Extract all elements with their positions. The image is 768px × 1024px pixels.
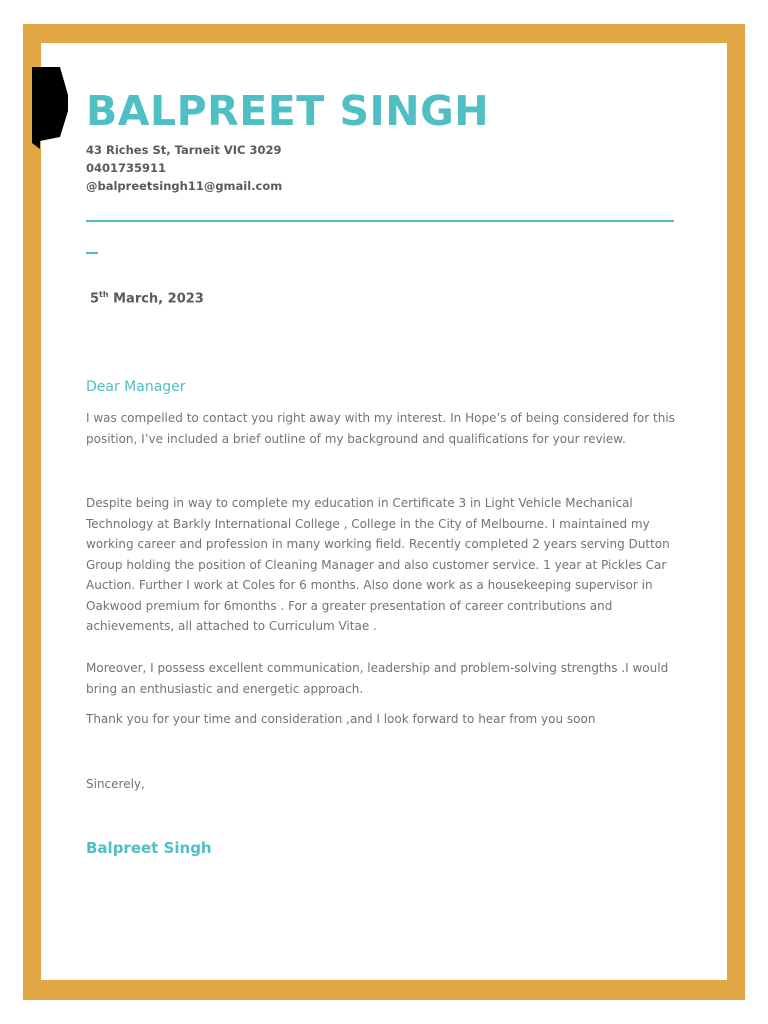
header-divider-stub: [86, 252, 98, 254]
header-divider: [86, 220, 674, 222]
signature-name: Balpreet Singh: [86, 839, 212, 857]
closing-text: Sincerely,: [86, 777, 145, 791]
body-paragraph-2: Despite being in way to complete my education in Certificate 3 in Light Vehicle Mechanical Technology at Barkly International College , College in the City of Melbourne. I maintained my working career and profession in many working field. Recently completed 2 years serving Dutton Group holding the position of Cleaning Manager and also customer service. 1 year at Pickles Car Auction. Further I work at Coles for 6 months. Also done work as a housekeeping supervisor in Oakwood premium for 6months . For a greater presentation of career contributions and achievements, all attached to Curriculum Vitae .: [86, 496, 670, 633]
body-paragraph-3: Moreover, I possess excellent communication, leadership and problem-solving strengths .I would bring an enthusiastic and energetic approach.: [86, 661, 669, 696]
applicant-name: BALPREET SINGH: [86, 87, 490, 135]
bookmark-tab-icon: [32, 67, 68, 149]
contact-block: [86, 141, 282, 195]
letter-date: [90, 290, 204, 306]
date-suffix: th: [99, 290, 109, 299]
body-paragraph-1: I was compelled to contact you right away with my interest. In Hope’s of being considered for this position, I’ve included a brief outline of my background and qualifications for your review.: [86, 411, 675, 446]
date-month-year: March, 2023: [108, 291, 204, 307]
date-day: 5: [90, 291, 100, 307]
phone-text: 0401735911: [86, 161, 167, 175]
email-text: @balpreetsingh11@gmail.com: [86, 179, 283, 193]
address-text: 43 Riches St, Tarneit VIC 3029: [86, 143, 282, 157]
salutation: Dear Manager: [86, 379, 186, 395]
body-paragraph-4: Thank you for your time and consideration ,and I look forward to hear from you soon: [86, 712, 596, 726]
